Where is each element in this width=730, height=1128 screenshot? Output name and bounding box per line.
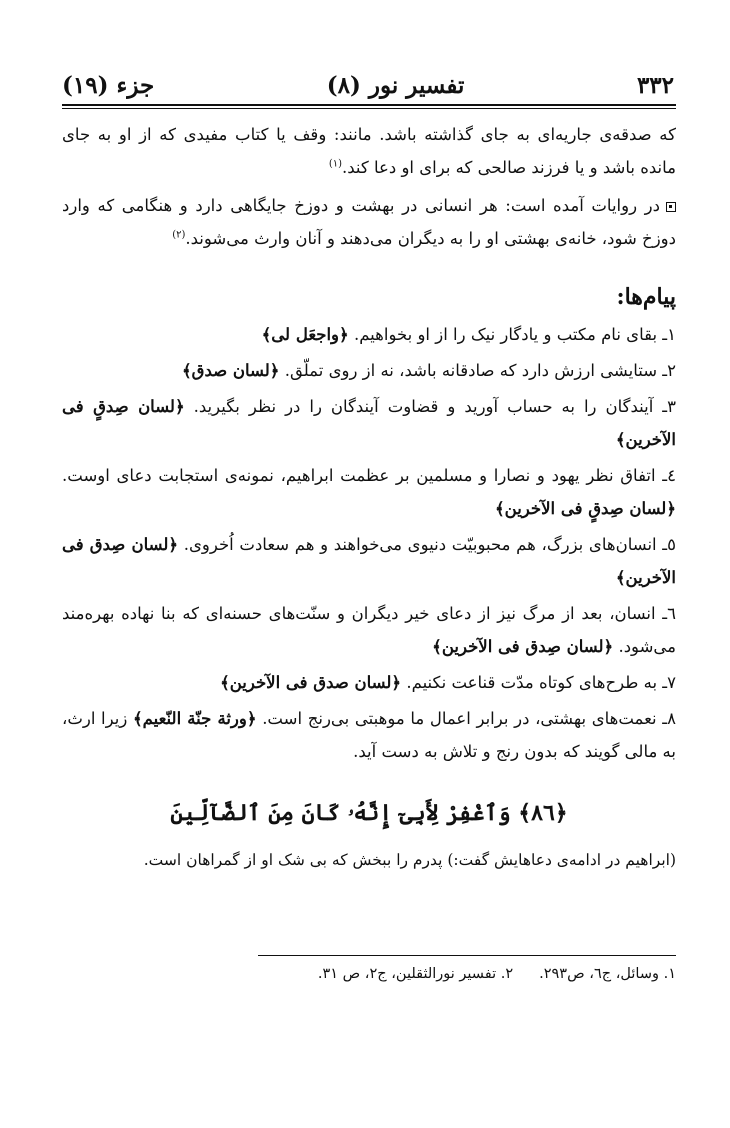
quran-verse [62,800,676,826]
messages-title: پیام‌ها: [616,284,676,310]
header-rule-thin [62,108,676,109]
footnote-ref-2: (۲) [172,229,186,241]
verse-translation: (ابراهیم در ادامه‌ی دعاهایش گفت:) پدرم را ببخش که بی شک او از گمراهان است. [143,851,676,869]
footnote-rule [258,955,676,956]
messages-list [62,318,676,768]
footnotes [62,966,676,982]
message-item: ٤ـ اتفاق نظر یهود و نصارا و مسلمین بر عظمت ابراهیم، نمونه‌ی استجابت دعای اوست. ﴿لسان صِدقٍ فی الآخرین﴾ [62,466,676,518]
body-text [62,118,676,768]
intro-paragraph-1: که صدقه‌ی جاریه‌ای به جای گذاشته باشد. مانند: وقف یا کتاب مفیدی که از او به جای مانده باشد و یا فرزند صالحی که برای او دعا کند.$^{(۱)}$ [62,125,676,177]
footnote-ref-1: (۱) [328,158,342,170]
footnote-2: ۲. تفسیر نورالثقلین، ج۲، ص ۳۱. [317,966,514,982]
message-item: ٥ـ انسان‌های بزرگ، هم محبوبیّت دنیوی می‌خواهند و هم سعادت اُخروی. ﴿لسان صِدق فی الآخرین﴾ [62,535,677,587]
footnote-1: ۱. وسائل، ج٦، ص۲۹۳. [539,966,676,982]
message-item: ۳ـ آیندگان را به حساب آورید و قضاوت آیندگان را در نظر بگیرید. ﴿لسان صِدقٍ فی الآخرین﴾ [62,397,676,449]
header-rule [62,104,676,106]
message-item: ٧ـ به طرح‌های کوتاه مدّت قناعت نکنیم. ﴿لسان صدق فی الآخرین﴾ [220,673,676,692]
verse-text: وَٱغْفِرْ لِأَبِىٓ إِنَّهُۥ كَانَ مِنَ ٱلضَّآلِّينَ [170,800,511,826]
page-number: ۳۳۲ [636,71,674,99]
box-bullet-icon [666,202,676,212]
message-item: ۱ـ بقای نام مکتب و یادگار نیک را از او بخواهیم. ﴿واجعَل لی﴾ [261,325,676,344]
book-title: تفسیر نور (۸) [326,71,465,99]
page-header [62,68,674,102]
intro-paragraph-2: در روایات آمده است: هر انسانی در بهشت و دوزخ جایگاهی دارد و هنگامی که وارد دوزخ شود، خانه‌ی بهشتی او را به دیگران می‌دهند و آنان وارث می‌شوند.$^{(۲)}$ [62,196,676,248]
part-label: جزء (۱۹) [62,71,155,99]
verse-number: ﴿٨٦﴾ [518,800,568,826]
message-item: ٦ـ انسان، بعد از مرگ نیز از دعای خیر دیگران و سنّت‌های حسنه‌ای که بنا نهاده بهره‌مند می‌شود. ﴿لسان صِدق فی الآخرین﴾ [62,604,676,656]
message-item: ۲ـ ستایشی ارزش دارد که صادقانه باشد، نه از روی تملّق. ﴿لسان صدق﴾ [182,361,676,380]
message-item: ٨ـ نعمت‌های بهشتی، در برابر اعمال ما موهبتی بی‌رنج است. ﴿ورثة جنّة النّعیم﴾ زیرا ارث، به مالی گویند که بدون رنج و تلاش به دست آید. [62,709,676,761]
